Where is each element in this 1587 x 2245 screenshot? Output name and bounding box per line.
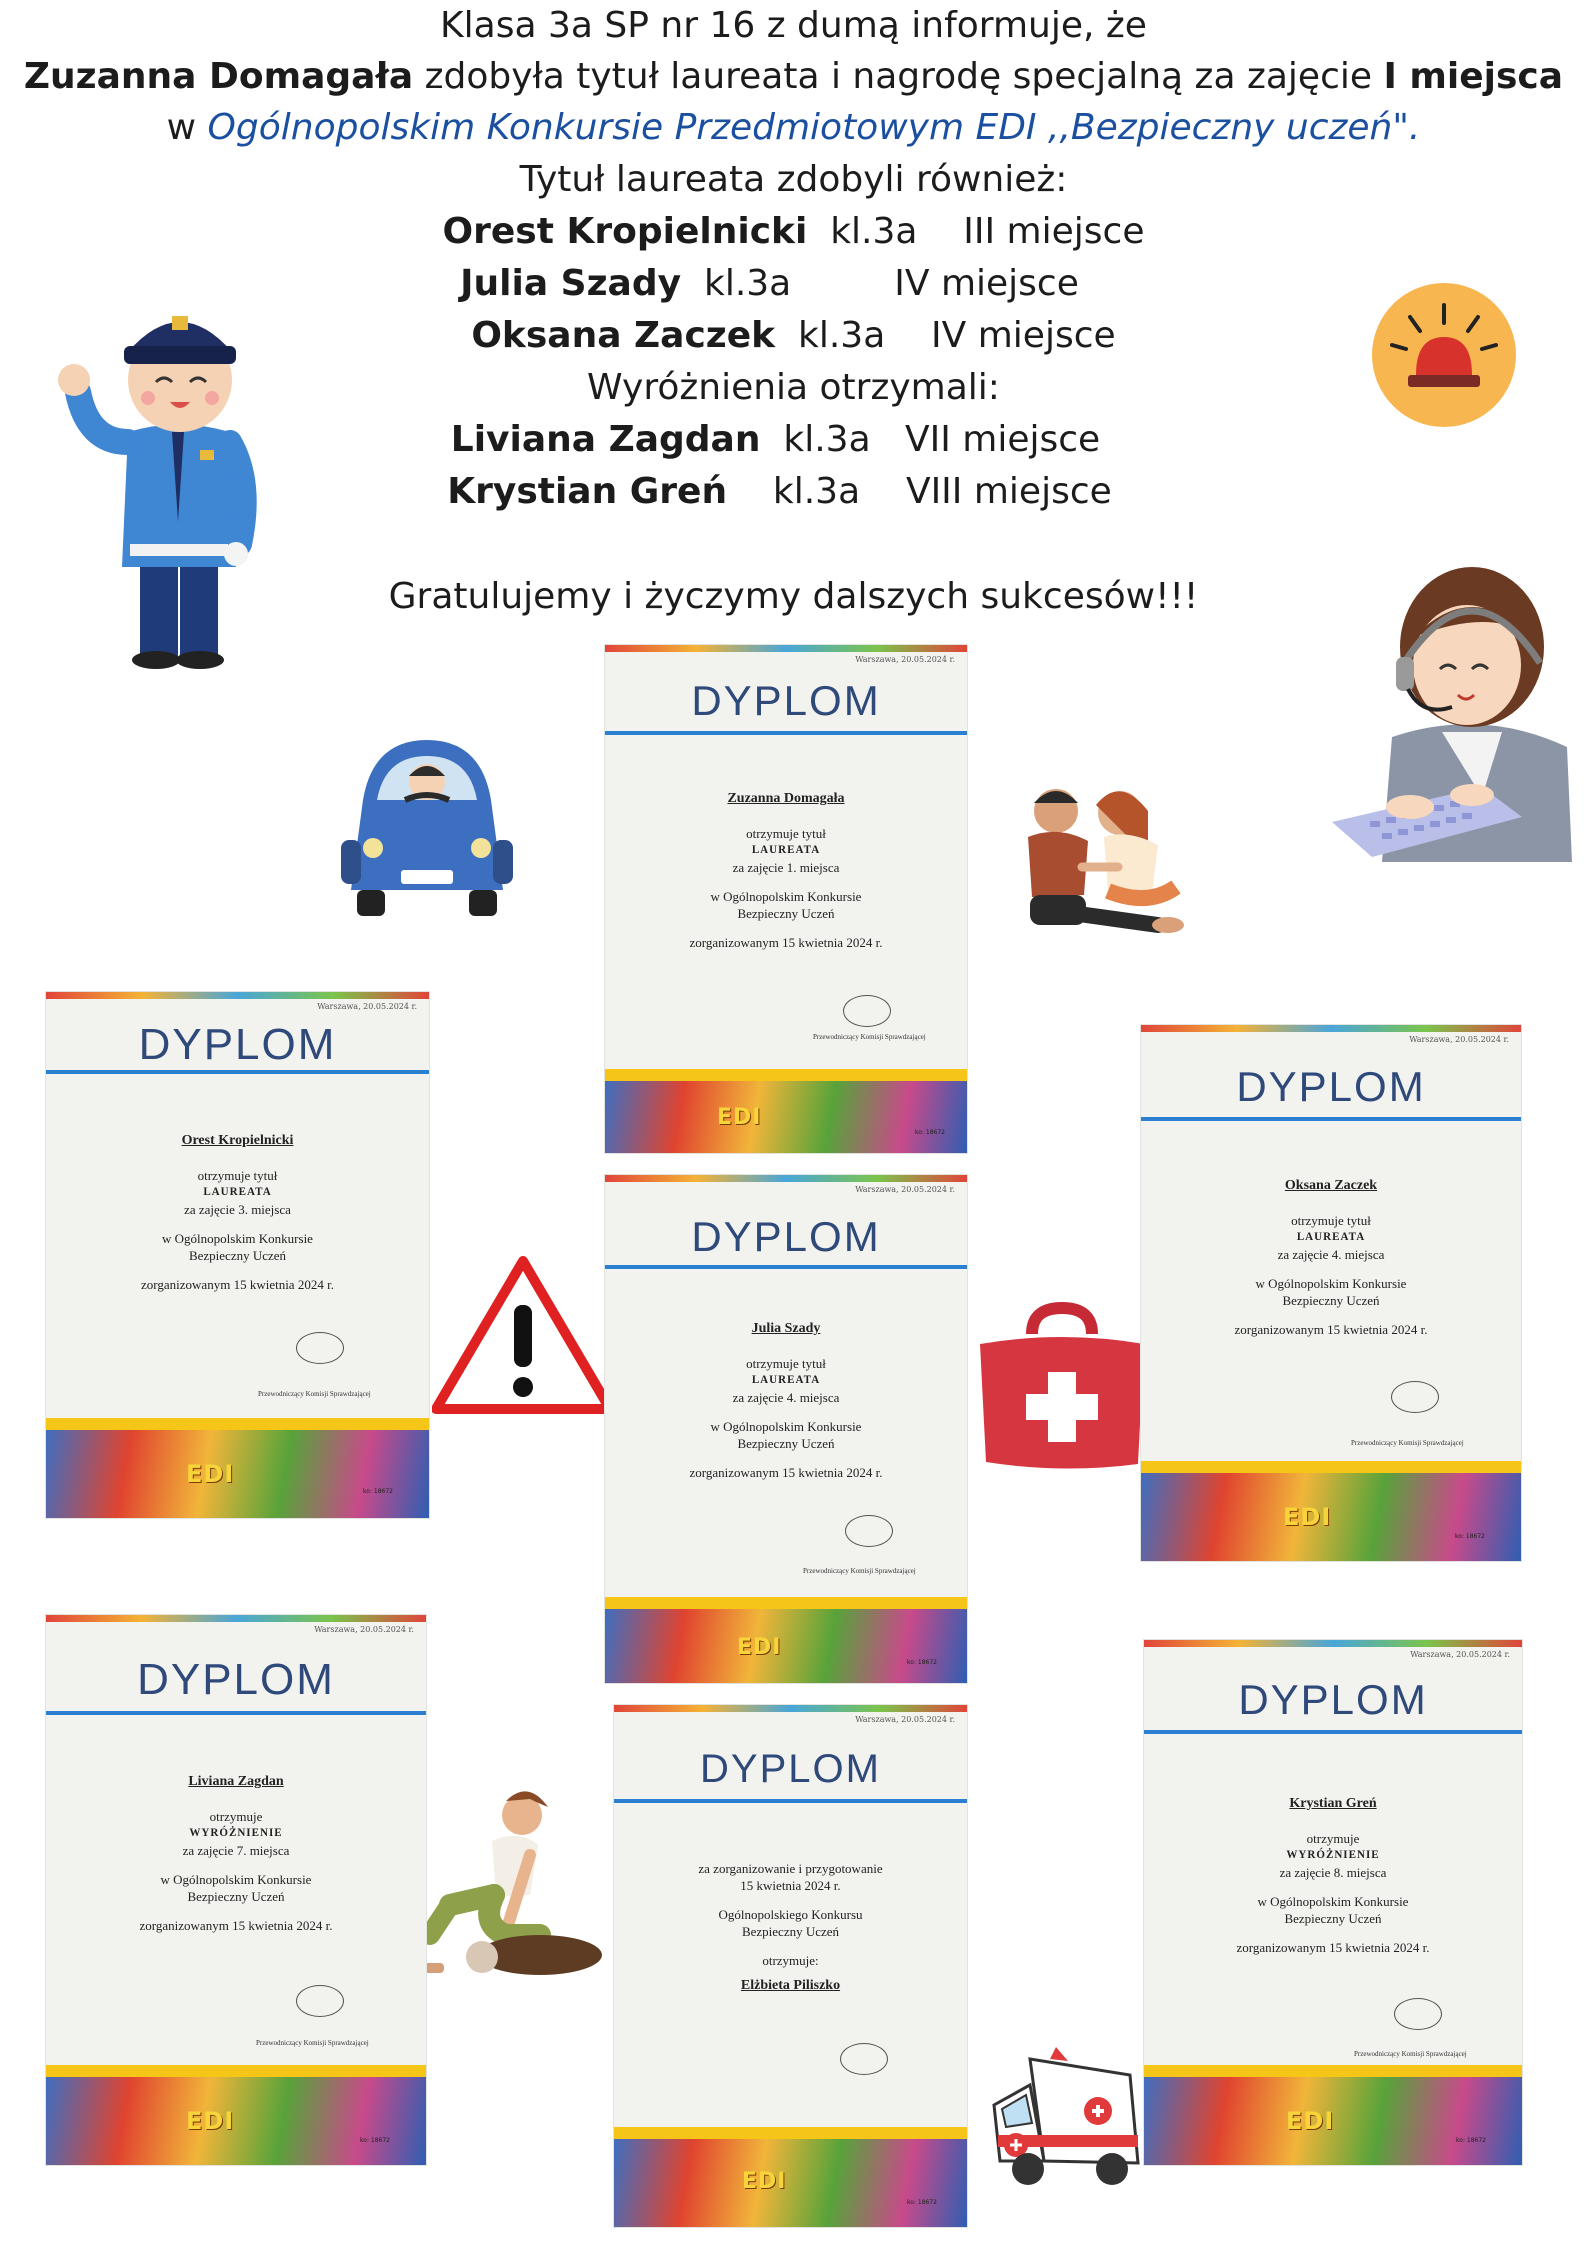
diploma-number: ko: 18672 [907,1659,937,1666]
edi-logo: EDI [1283,1503,1332,1531]
diploma-title: DYPLOM [137,1655,335,1704]
diploma-organized: zorganizowanym 15 kwietnia 2024 r. [139,1918,333,1933]
diploma-contest: w Ogólnopolskim Konkursie [710,889,862,904]
diploma-number: ko: 18672 [907,2199,937,2206]
distinction-class: kl.3a [772,471,861,512]
diploma-organized: zorganizowanym 15 kwietnia 2024 r. [689,1465,883,1480]
diploma-place: za zajęcie 1. miejsca [732,860,840,875]
warning-triangle-icon [432,1255,614,1415]
diploma-recipient: Elżbieta Piliszko [740,1978,841,1993]
edi-logo: EDI [717,1105,762,1130]
diploma-contest: Ogólnopolskiego Konkursu [718,1907,863,1922]
diploma-footer-band [1141,1461,1521,1473]
diploma-date: Warszawa, 20.05.2024 r. [855,1715,955,1724]
diploma-title: DYPLOM [691,677,881,724]
diploma-award: LAUREATA [751,1374,821,1386]
diploma-title: DYPLOM [1238,1676,1428,1723]
distinction-name: Krystian Greń [447,471,728,512]
diploma-place: za zajęcie 3. miejsca [184,1202,291,1217]
diploma-footer-band [46,2065,426,2077]
edi-logo: EDI [1286,2107,1335,2135]
diploma-stamp [843,995,891,1027]
diploma-signature: Przewodniczący Komisji Sprawdzającej [803,1567,916,1575]
police-officer-icon [48,282,258,672]
first-aid-helpers-icon [1008,775,1208,945]
diploma-contest: w Ogólnopolskim Konkursie [1255,1276,1407,1291]
laureate-name: Julia Szady [460,263,682,304]
diploma-date: Warszawa, 20.05.2024 r. [314,1625,414,1634]
diploma-organized: zorganizowanym 15 kwietnia 2024 r. [1234,1322,1428,1337]
diploma-recipient: Krystian Greń [1289,1796,1377,1811]
diploma-title: DYPLOM [700,1747,881,1791]
diploma-contest: w Ogólnopolskim Konkursie [1257,1894,1409,1909]
diploma-contest-name: Bezpieczny Uczeń [188,1248,287,1263]
laureate-name: Orest Kropielnicki [442,211,808,252]
diploma-recipient: Liviana Zagdan [188,1774,284,1789]
diploma-date: Warszawa, 20.05.2024 r. [855,1185,955,1194]
diploma-receives: otrzymuje [1306,1831,1360,1846]
contest-line [0,106,1587,150]
laureate-class: kl.3a [830,211,918,252]
diploma-stamp [296,1332,344,1364]
diploma-place: za zajęcie 4. miejsca [1277,1247,1385,1262]
diploma-signature: Przewodniczący Komisji Sprawdzającej [258,1390,371,1398]
diploma-receives: otrzymuje [209,1809,263,1824]
diploma-footer [46,1418,429,1518]
diploma-receives: otrzymuje tytuł [197,1168,278,1183]
diploma-color-strip [605,645,967,652]
diploma-footer [605,1597,967,1683]
diploma-divider [605,1265,967,1269]
diploma-award: LAUREATA [1296,1231,1366,1243]
diploma-stamp [845,1515,893,1547]
diploma-footer-band [46,1418,429,1430]
edi-logo: EDI [186,2107,235,2135]
closing-line: Gratulujemy i życzymy dalszych sukcesów!!! [388,576,1199,617]
diploma-intro-date: 15 kwietnia 2024 r. [740,1878,841,1893]
diploma-stamp [1394,1998,1442,2030]
diploma-stamp [296,1985,344,2017]
diploma-footer [46,2065,426,2165]
diploma-color-strip [1141,1025,1521,1032]
diploma-organized: zorganizowanym 15 kwietnia 2024 r. [141,1277,334,1292]
diploma-oksana [1141,1025,1521,1561]
winner-name: Zuzanna Domagała [23,56,414,97]
winner-text: zdobyła tytuł laureata i nagrodę specjalną za zajęcie [413,56,1384,97]
diploma-divider [614,1799,967,1803]
diploma-signature: Przewodniczący Komisji Sprawdzającej [1354,2050,1467,2058]
first-aid-kit-icon [972,1294,1152,1474]
contest-name: Ogólnopolskim Konkursie Przedmiotowym EDI ,,Bezpieczny uczeń". [207,107,1421,148]
diploma-recipient: Orest Kropielnicki [181,1133,294,1148]
diploma-footer [614,2127,967,2227]
distinction-place: VII miejsce [904,419,1101,460]
diploma-footer-band [605,1069,967,1081]
edi-logo: EDI [742,2169,787,2194]
diploma-signature: Przewodniczący Komisji Sprawdzającej [813,1033,926,1041]
edi-logo: EDI [186,1460,235,1488]
laureate-name: Oksana Zaczek [471,315,776,356]
diploma-zuzanna [605,645,967,1153]
diploma-contest-name: Bezpieczny Uczeń [737,1436,835,1451]
diploma-liviana [46,1615,426,2165]
diploma-divider [46,1711,426,1715]
diploma-contest-name: Bezpieczny Uczeń [187,1889,285,1904]
diploma-color-strip [46,992,429,999]
diploma-title: DYPLOM [1236,1063,1426,1110]
diploma-number: ko: 18672 [1456,2137,1486,2144]
diploma-contest-name: Bezpieczny Uczeń [1284,1911,1382,1926]
diploma-contest-name: Bezpieczny Uczeń [737,906,835,921]
diploma-number: ko: 18672 [1455,1533,1485,1540]
winner-line [0,55,1587,99]
diploma-date: Warszawa, 20.05.2024 r. [1410,1650,1510,1659]
diploma-color-strip [1144,1640,1522,1647]
laureate-row [0,210,1587,254]
diploma-award: WYRÓŻNIENIE [1286,1849,1380,1861]
diploma-footer-band [614,2127,967,2139]
diploma-recipient: Zuzanna Domagała [727,791,845,806]
diploma-contest-name: Bezpieczny Uczeń [741,1924,840,1939]
diploma-footer [1141,1461,1521,1561]
diploma-receives: otrzymuje tytuł [746,1356,826,1371]
alarm-siren-icon [1372,283,1517,428]
distinction-class: kl.3a [783,419,871,460]
diploma-award: LAUREATA [751,844,821,856]
diploma-body [605,790,967,951]
diploma-signature: Przewodniczący Komisji Sprawdzającej [256,2039,369,2047]
diploma-title: DYPLOM [138,1020,337,1069]
diploma-contest: w Ogólnopolskim Konkursie [160,1872,312,1887]
diploma-title: DYPLOM [691,1213,881,1260]
diploma-footer-band [1144,2065,1522,2077]
diploma-number: ko: 18672 [915,1129,945,1136]
diploma-color-strip [605,1175,967,1182]
diploma-date: Warszawa, 20.05.2024 r. [855,655,955,664]
edi-logo: EDI [737,1635,782,1660]
laureate-place: III miejsce [963,211,1145,252]
diploma-divider [46,1070,429,1074]
diploma-footer [605,1069,967,1153]
diploma-color-strip [46,1615,426,1622]
diploma-stamp [1391,1381,1439,1413]
contest-prefix: w [166,107,208,148]
diploma-receives: otrzymuje tytuł [746,826,826,841]
laureate-place: IV miejsce [894,263,1079,304]
laureate-class: kl.3a [798,315,886,356]
diploma-julia [605,1175,967,1683]
diploma-stamp [840,2043,888,2075]
diploma-intro: za zorganizowanie i przygotowanie [698,1861,883,1876]
diploma-receives: otrzymuje tytuł [1291,1213,1371,1228]
diploma-organized: zorganizowanym 15 kwietnia 2024 r. [689,935,883,950]
diploma-body [605,1320,967,1481]
diploma-divider [1141,1117,1521,1121]
diploma-body [1144,1795,1522,1956]
diploma-color-strip [614,1705,967,1712]
diploma-divider [605,731,967,735]
diploma-body [46,1773,426,1934]
diploma-body [1141,1177,1521,1338]
winner-place: I miejsca [1383,56,1564,97]
diploma-elzbieta [614,1705,967,2227]
diploma-date: Warszawa, 20.05.2024 r. [317,1002,417,1011]
diploma-divider [1144,1730,1522,1734]
distinction-name: Liviana Zagdan [450,419,761,460]
distinctions-heading: Wyróżnienia otrzymali: [587,367,1000,408]
call-center-operator-icon [1322,567,1577,862]
diploma-award: WYRÓŻNIENIE [189,1827,283,1839]
diploma-contest-name: Bezpieczny Uczeń [1282,1293,1380,1308]
diploma-body [614,1860,967,1994]
car-driver-icon [333,730,521,930]
diploma-contest: w Ogólnopolskim Konkursie [162,1231,313,1246]
diploma-footer [1144,2065,1522,2165]
diploma-date: Warszawa, 20.05.2024 r. [1409,1035,1509,1044]
diploma-number: ko: 18672 [360,2137,390,2144]
diploma-award: LAUREATA [203,1186,272,1198]
diploma-place: za zajęcie 4. miejsca [732,1390,840,1405]
diploma-contest: w Ogólnopolskim Konkursie [710,1419,862,1434]
diploma-place: za zajęcie 8. miejsca [1279,1865,1387,1880]
diploma-recipient: Julia Szady [751,1321,821,1336]
cpr-rescue-icon [410,1785,605,1995]
distinction-place: VIII miejsce [905,471,1112,512]
diploma-signature: Przewodniczący Komisji Sprawdzającej [1351,1439,1464,1447]
diploma-receives: otrzymuje: [762,1953,819,1968]
diploma-krystian [1144,1640,1522,2165]
laureates-heading: Tytuł laureata zdobyli również: [519,159,1068,200]
diploma-orest [46,992,429,1518]
laureate-class: kl.3a [703,263,792,304]
ambulance-icon [980,2045,1145,2195]
laureate-place: IV miejsce [931,315,1116,356]
diploma-body [46,1132,429,1293]
diploma-organized: zorganizowanym 15 kwietnia 2024 r. [1236,1940,1430,1955]
diploma-footer-band [605,1597,967,1609]
diploma-place: za zajęcie 7. miejsca [182,1843,290,1858]
diploma-number: ko: 18672 [363,1488,393,1495]
intro-line: Klasa 3a SP nr 16 z dumą informuje, że [440,5,1147,46]
diploma-recipient: Oksana Zaczek [1284,1178,1378,1193]
